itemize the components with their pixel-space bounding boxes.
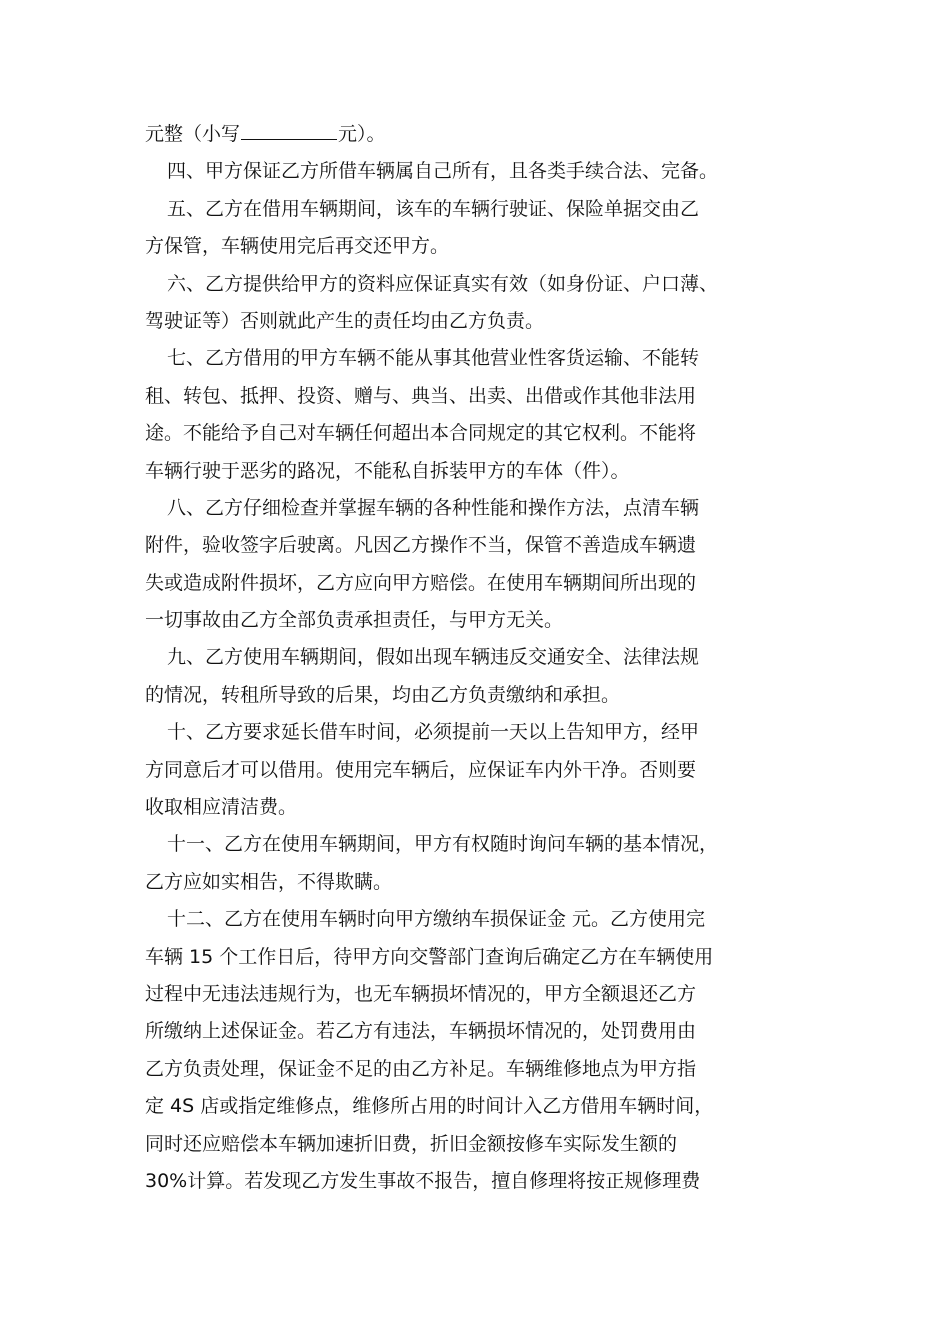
- clause-4: 四、甲方保证乙方所借车辆属自己所有，且各类手续合法、完备。: [167, 160, 719, 183]
- text-line: 驾驶证等）否则就此产生的责任均由乙方负责。: [145, 309, 545, 332]
- text-line: 乙方负责处理，保证金不足的由乙方补足。车辆维修地点为甲方指: [145, 1057, 697, 1080]
- clause-10: 十、乙方要求延长借车时间，必须提前一天以上告知甲方，经甲: [167, 721, 700, 744]
- clause-6: 六、乙方提供给甲方的资料应保证真实有效（如身份证、户口薄、: [167, 272, 719, 295]
- text-line: 附件，验收签字后驶离。凡因乙方操作不当，保管不善造成车辆遗: [145, 534, 697, 557]
- text-line: 所缴纳上述保证金。若乙方有违法，车辆损坏情况的，处罚费用由: [145, 1020, 697, 1043]
- text-line: 乙方应如实相告，不得欺瞒。: [145, 870, 393, 893]
- text-line: 方保管，车辆使用完后再交还甲方。: [145, 235, 450, 258]
- clause-11: 十一、乙方在使用车辆期间，甲方有权随时询问车辆的基本情况，: [167, 833, 719, 856]
- text-line: 定 4S 店或指定维修点，维修所占用的时间计入乙方借用车辆时间，: [145, 1095, 714, 1118]
- text-segment: 元）。: [338, 123, 386, 145]
- text-line: 一切事故由乙方全部负责承担责任，与甲方无关。: [145, 609, 564, 632]
- text-line: 同时还应赔偿本车辆加速折旧费，折旧金额按修车实际发生额的: [145, 1132, 678, 1155]
- amount-blank-field: [241, 123, 337, 140]
- text-line: 车辆 15 个工作日后，待甲方向交警部门查询后确定乙方在车辆使用: [145, 945, 714, 968]
- text-line: 失或造成附件损坏，乙方应向甲方赔偿。在使用车辆期间所出现的: [145, 571, 697, 594]
- contract-body: [145, 116, 810, 1200]
- text-line: 30%计算。若发现乙方发生事故不报告，擅自修理将按正规修理费: [145, 1169, 701, 1192]
- text-line: 租、转包、抵押、投资、赠与、典当、出卖、出借或作其他非法用: [145, 384, 697, 407]
- text-line: 方同意后才可以借用。使用完车辆后，应保证车内外干净。否则要: [145, 758, 697, 781]
- text-line: 过程中无违法违规行为，也无车辆损坏情况的，甲方全额退还乙方: [145, 982, 697, 1005]
- text-line: 的情况，转租所导致的后果，均由乙方负责缴纳和承担。: [145, 683, 621, 706]
- clause-7: 七、乙方借用的甲方车辆不能从事其他营业性客货运输、不能转: [167, 347, 700, 370]
- text-segment: 元整（小写: [145, 123, 241, 145]
- text-line: 途。不能给予自己对车辆任何超出本合同规定的其它权利。不能将: [145, 422, 697, 445]
- text-line: 收取相应清洁费。: [145, 796, 298, 819]
- text-line: 车辆行驶于恶劣的路况，不能私自拆装甲方的车体（件）。: [145, 459, 630, 482]
- text-line-1: [145, 116, 810, 153]
- clause-5: 五、乙方在借用车辆期间，该车的车辆行驶证、保险单据交由乙: [167, 197, 700, 220]
- clause-9: 九、乙方使用车辆期间，假如出现车辆违反交通安全、法律法规: [167, 646, 700, 669]
- clause-8: 八、乙方仔细检查并掌握车辆的各种性能和操作方法，点清车辆: [167, 496, 700, 519]
- clause-12: 十二、乙方在使用车辆时向甲方缴纳车损保证金 元。乙方使用完: [167, 908, 706, 931]
